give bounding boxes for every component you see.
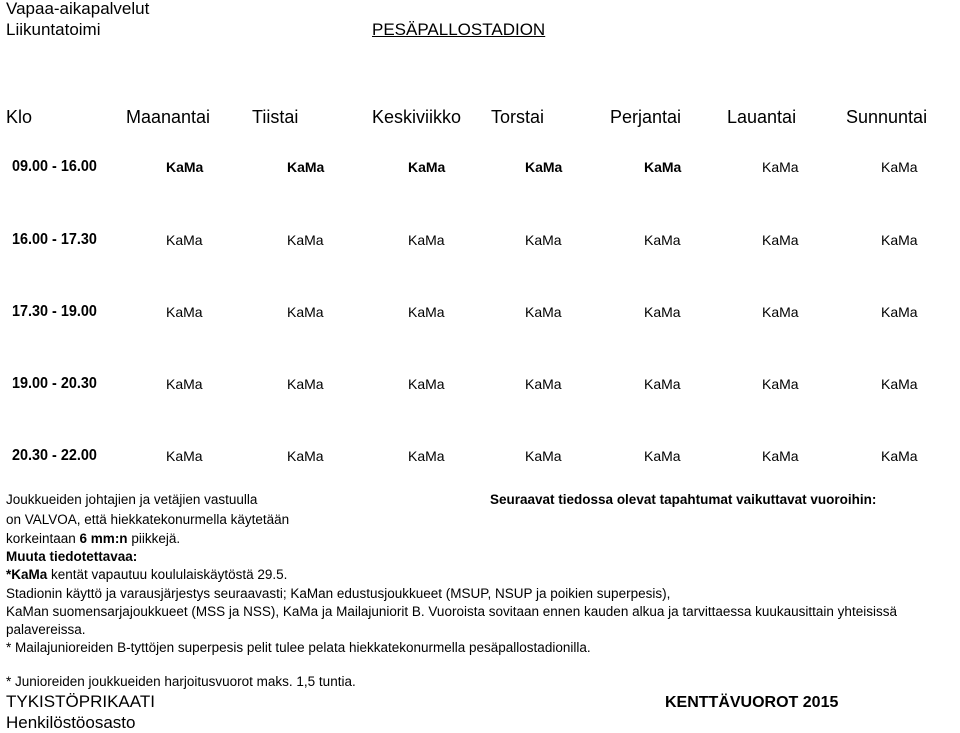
schedule-cell: KaMa (525, 232, 562, 248)
schedule-cell: KaMa (408, 159, 446, 175)
schedule-cell: KaMa (166, 376, 203, 392)
schedule-cell: KaMa (408, 376, 445, 392)
schedule-cell: KaMa (644, 376, 681, 392)
kama-release-note (6, 567, 287, 582)
schedule-cell: KaMa (881, 304, 918, 320)
schedule-cell: KaMa (408, 448, 445, 464)
schedule-cell: KaMa (644, 232, 681, 248)
stadium-order-line-3: palavereissa. (6, 622, 86, 637)
schedule-cell: KaMa (525, 159, 563, 175)
column-header: Maanantai (126, 107, 211, 127)
responsibility-line-3 (6, 531, 180, 546)
responsibility-line-1: Joukkueiden johtajien ja vetäjien vastuulla (6, 492, 258, 507)
schedule-cell: KaMa (525, 304, 562, 320)
schedule-cell: KaMa (525, 448, 562, 464)
column-header: Keskiviikko (372, 107, 462, 127)
schedule-cell: KaMa (166, 159, 204, 175)
schedule-cell: KaMa (644, 159, 682, 175)
time-slot: 19.00 - 20.30 (12, 375, 97, 392)
juniors-note: * Junioreiden joukkueiden harjoitusvuorot maks. 1,5 tuntia. (6, 674, 356, 689)
kama-label: *KaMa (6, 567, 48, 582)
schedule-cell: KaMa (881, 376, 918, 392)
time-slot: 17.30 - 19.00 (12, 303, 97, 320)
kama-release-text: kentät vapautuu koululaiskäytöstä 29.5. (47, 567, 288, 582)
schedule-cell: KaMa (287, 232, 324, 248)
schedule-cell: KaMa (762, 376, 799, 392)
other-info-heading: Muuta tiedotettavaa: (6, 549, 138, 564)
schedule-cell: KaMa (762, 448, 799, 464)
schedule-cell: KaMa (881, 159, 918, 175)
schedule-cell: KaMa (287, 159, 325, 175)
responsibility-prefix: korkeintaan (6, 531, 80, 546)
column-header: Torstai (491, 107, 545, 127)
time-slot: 09.00 - 16.00 (12, 158, 97, 175)
schedule-cell: KaMa (881, 448, 918, 464)
venue-title: PESÄPALLOSTADION (372, 20, 546, 39)
schedule-cell: KaMa (408, 304, 445, 320)
footer-doc-title: KENTTÄVUOROT 2015 (665, 694, 839, 711)
schedule-cell: KaMa (762, 159, 799, 175)
time-slot: 20.30 - 22.00 (12, 447, 97, 464)
schedule-cell: KaMa (287, 448, 324, 464)
schedule-cell: KaMa (287, 304, 324, 320)
schedule-cell: KaMa (408, 232, 445, 248)
schedule-cell: KaMa (644, 304, 681, 320)
schedule-cell: KaMa (762, 232, 799, 248)
column-header: Sunnuntai (846, 107, 928, 127)
schedule-cell: KaMa (881, 232, 918, 248)
schedule-cell: KaMa (166, 304, 203, 320)
known-events-heading: Seuraavat tiedossa olevat tapahtumat vaikuttavat vuoroihin: (490, 492, 877, 507)
schedule-cell: KaMa (762, 304, 799, 320)
stadium-order-line-1: Stadionin käyttö ja varausjärjestys seuraavasti; KaMan edustusjoukkueet (MSUP, NSUP ja poikien superpesis), (6, 586, 671, 601)
responsibility-suffix: piikkejä. (127, 531, 181, 546)
column-header: Perjantai (610, 107, 682, 127)
footer-department: Henkilöstöosasto (6, 713, 136, 732)
footer-org: TYKISTÖPRIKAATI (6, 692, 155, 711)
column-header: Klo (6, 107, 33, 127)
stadium-order-line-2: KaMan suomensarjajoukkueet (MSS ja NSS), KaMa ja Mailajuniorit B. Vuoroista sovitaan ennen kauden alkua ja tarvittaessa kuukausittain yhteisissä (6, 604, 897, 619)
schedule-cell: KaMa (287, 376, 324, 392)
schedule-cell: KaMa (166, 232, 203, 248)
mailajuniorit-note: * Mailajunioreiden B-tyttöjen superpesis pelit tulee pelata hiekkatekonurmella pesäpallostadionilla. (6, 640, 591, 655)
schedule-cell: KaMa (166, 448, 203, 464)
schedule-cell: KaMa (644, 448, 681, 464)
spike-size: 6 mm:n (79, 531, 128, 546)
schedule-cell: KaMa (525, 376, 562, 392)
time-slot: 16.00 - 17.30 (12, 231, 97, 248)
column-header: Tiistai (252, 107, 299, 127)
department-name: Liikuntatoimi (6, 20, 101, 39)
responsibility-line-2: on VALVOA, että hiekkatekonurmella käytetään (6, 512, 290, 527)
org-name: Vapaa-aikapalvelut (6, 0, 150, 18)
column-header: Lauantai (727, 107, 797, 127)
